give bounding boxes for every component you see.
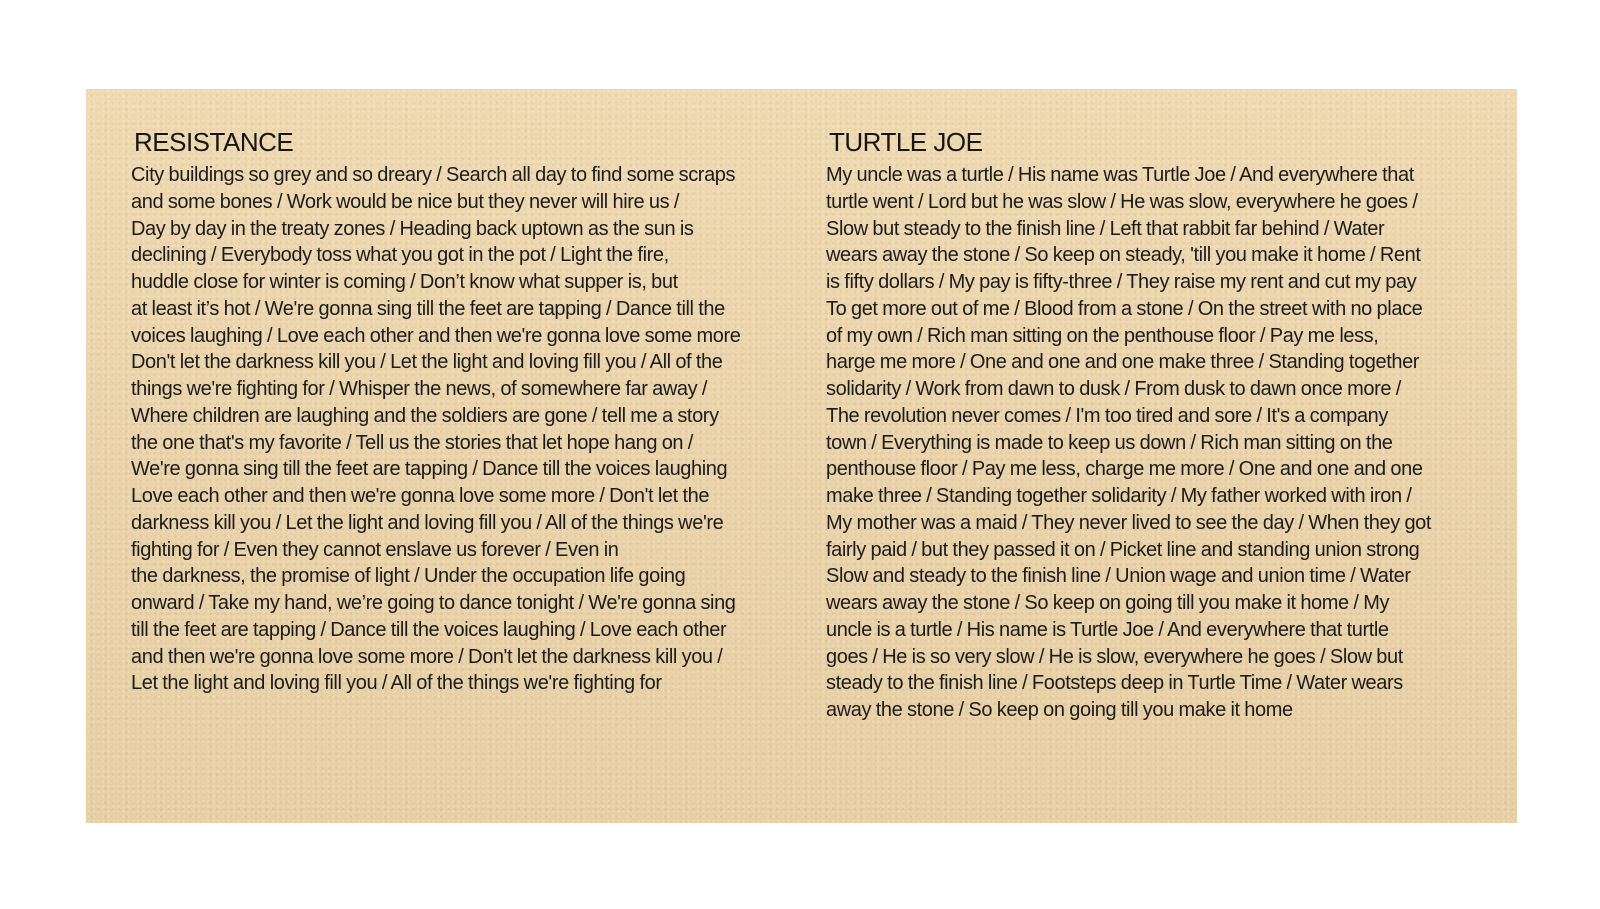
lyric-line: Slow but steady to the finish line / Left that rabbit far behind / Water [826,217,1385,240]
lyric-line: declining / Everybody toss what you got in the pot / Light the fire, [131,244,669,267]
lyric-line: Where children are laughing and the soldiers are gone / tell me a story [131,404,719,427]
lyric-line: is fifty dollars / My pay is fifty-three / They raise my rent and cut my pay [826,271,1417,293]
lyric-line: goes / He is so very slow / He is slow, everywhere he goes / Slow but [826,645,1403,668]
lyric-line: penthouse floor / Pay me less, charge me more / One and one and one [826,458,1423,481]
lyric-line: Day by day in the treaty zones / Heading back uptown as the sun is [131,217,694,240]
lyric-line: huddle close for winter is coming / Don’t know what supper is, but [131,271,678,293]
lyric-line: the one that's my favorite / Tell us the stories that let hope hang on / [131,431,693,454]
lyrics-sheet [86,89,1517,823]
song-lyrics [826,162,1471,724]
lyric-line: harge me more / One and one and one make three / Standing together [826,351,1420,374]
lyric-line: Let the light and loving fill you / All of the things we're fighting for [131,672,662,695]
lyric-line: at least it’s hot / We're gonna sing till the feet are tapping / Dance till the [131,297,725,320]
lyric-line: To get more out of me / Blood from a stone / On the street with no place [826,297,1423,320]
lyric-line: darkness kill you / Let the light and loving fill you / All of the things we're [131,511,724,534]
lyric-line: of my own / Rich man sitting on the penthouse floor / Pay me less, [826,324,1379,347]
song-title: TURTLE JOE [829,127,983,157]
lyric-line: Slow and steady to the finish line / Union wage and union time / Water [826,565,1411,588]
lyric-line: turtle went / Lord but he was slow / He was slow, everywhere he goes / [826,190,1418,213]
lyric-line: The revolution never comes / I'm too tired and sore / It's a company [826,404,1388,427]
lyric-line: uncle is a turtle / His name is Turtle Joe / And everywhere that turtle [826,618,1389,641]
lyric-line: onward / Take my hand, we’re going to dance tonight / We're gonna sing [131,592,736,614]
lyric-line: make three / Standing together solidarity / My father worked with iron / [826,485,1412,507]
lyric-line: wears away the stone / So keep on going till you make it home / My [826,592,1390,614]
lyric-line: City buildings so grey and so dreary / Search all day to find some scraps [131,164,736,186]
song-title: RESISTANCE [134,127,294,157]
lyric-line: and then we're gonna love some more / Don't let the darkness kill you / [131,645,723,668]
lyric-line: voices laughing / Love each other and then we're gonna love some more [131,324,741,347]
lyric-line: wears away the stone / So keep on steady, 'till you make it home / Rent [826,244,1421,267]
lyric-line: fairly paid / but they passed it on / Picket line and standing union strong [826,538,1420,561]
lyric-line: till the feet are tapping / Dance till the voices laughing / Love each other [131,618,727,641]
lyric-line: away the stone / So keep on going till you make it home [826,699,1293,721]
lyric-line: town / Everything is made to keep us down / Rich man sitting on the [826,431,1393,454]
lyric-line: the darkness, the promise of light / Under the occupation life going [131,565,686,588]
lyric-line: Don't let the darkness kill you / Let the light and loving fill you / All of the [131,351,723,374]
lyric-line: and some bones / Work would be nice but they never will hire us / [131,190,680,213]
lyric-line: things we're fighting for / Whisper the news, of somewhere far away / [131,378,708,400]
lyric-line: solidarity / Work from dawn to dusk / From dusk to dawn once more / [826,378,1401,400]
song-lyrics [131,162,791,697]
lyric-line: steady to the finish line / Footsteps deep in Turtle Time / Water wears [826,672,1403,695]
song-resistance [131,127,791,697]
lyric-line: We're gonna sing till the feet are tapping / Dance till the voices laughing [131,458,728,481]
lyric-line: My mother was a maid / They never lived to see the day / When they got [826,511,1432,534]
song-turtle-joe [826,127,1471,724]
lyric-line: Love each other and then we're gonna love some more / Don't let the [131,485,710,507]
lyric-line: fighting for / Even they cannot enslave us forever / Even in [131,538,619,561]
lyric-line: My uncle was a turtle / His name was Turtle Joe / And everywhere that [826,164,1414,186]
